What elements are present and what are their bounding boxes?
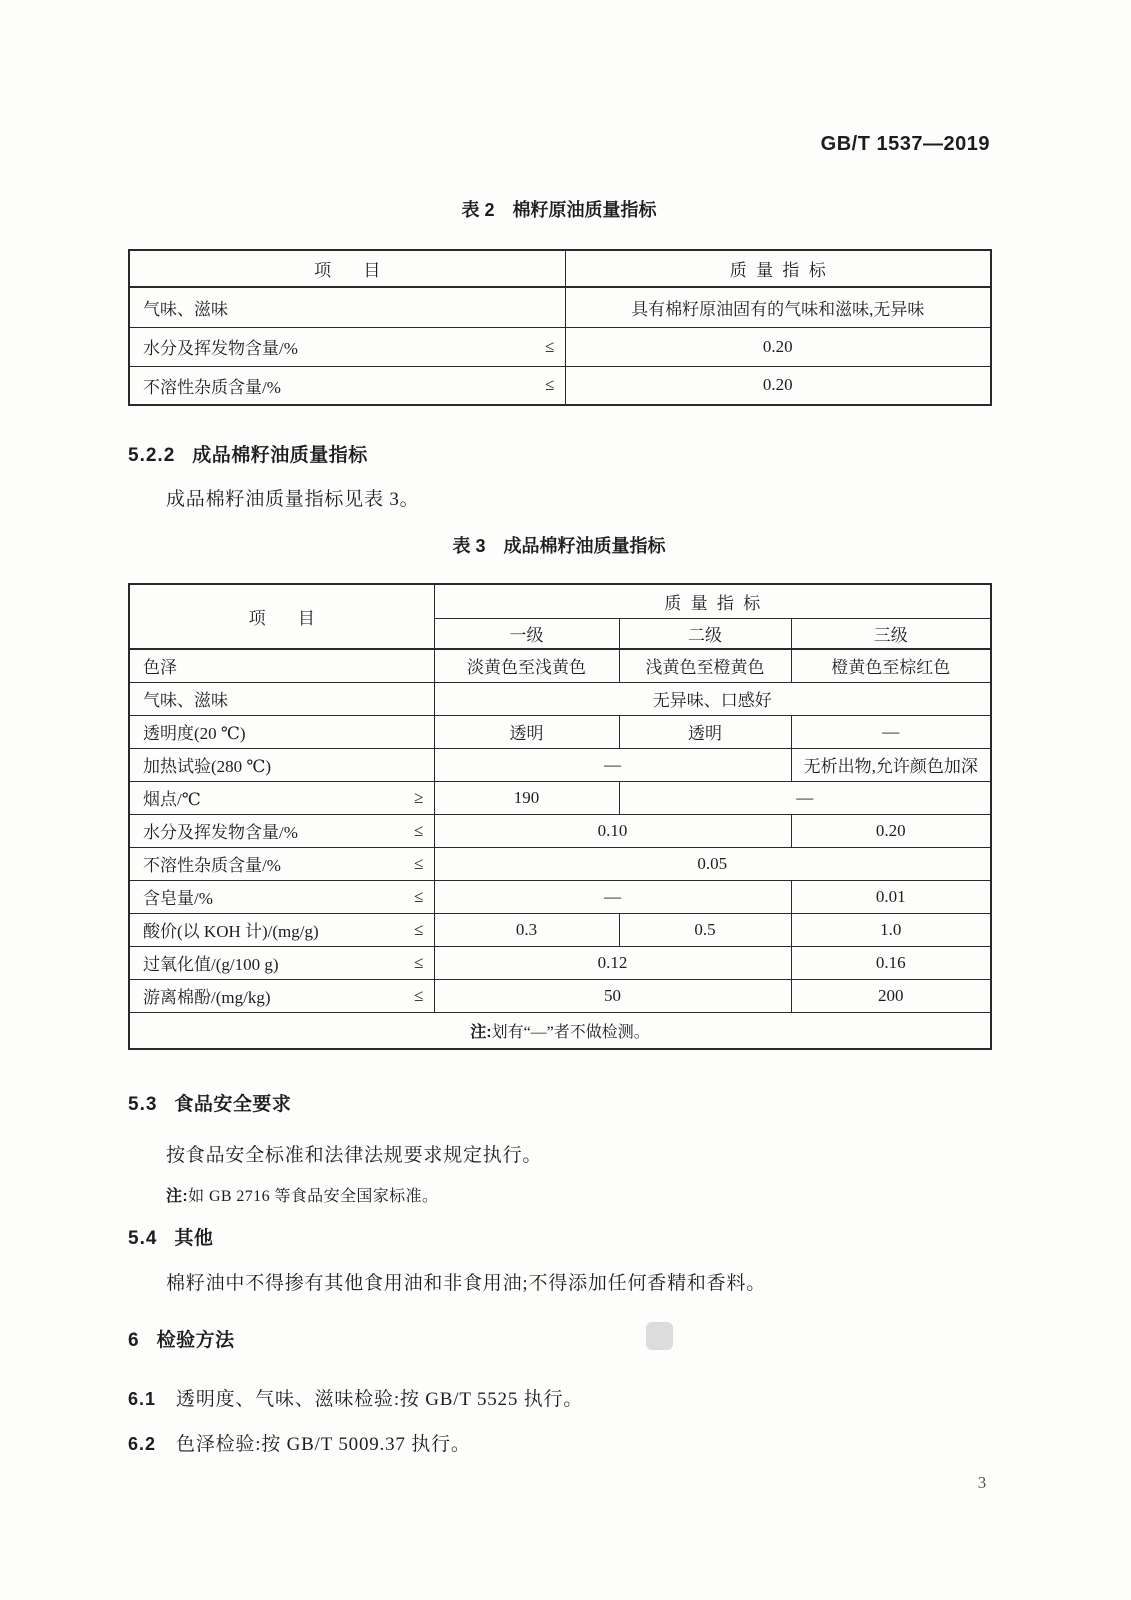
- row-value-cell: —: [434, 880, 791, 913]
- row-item-flex: [130, 752, 434, 777]
- operator-symbol: ≤: [414, 886, 424, 906]
- row-item-flex: [130, 851, 434, 876]
- section-number: 5.2.2: [128, 445, 176, 466]
- row-item-label: 色泽: [143, 658, 177, 678]
- row-value-cell: 190: [434, 781, 619, 814]
- header-cell-item: 项目: [129, 250, 565, 287]
- row-item-label: 游离棉酚/(mg/kg): [143, 988, 271, 1007]
- row-item-label: 不溶性杂质含量/%: [143, 856, 281, 875]
- row-value-cell: 具有棉籽原油固有的气味和滋味,无异味: [565, 287, 991, 327]
- table-row: [129, 847, 991, 880]
- header-cell-grade: 二级: [619, 618, 791, 649]
- page-number: 3: [977, 1473, 987, 1492]
- header-cell-quality: 质量指标: [565, 250, 991, 287]
- row-item-label: 含皂量/%: [143, 889, 213, 908]
- section-title: 食品安全要求: [174, 1094, 292, 1115]
- row-item-flex: [130, 373, 565, 398]
- table-row: [129, 781, 991, 814]
- clause-6-1: [128, 1384, 583, 1411]
- section-title: 其他: [174, 1228, 214, 1249]
- section-title: 检验方法: [156, 1330, 235, 1351]
- table3-note-row: [129, 1012, 991, 1049]
- header-cell-grade: 三级: [791, 618, 991, 649]
- section-5-4-paragraph: 棉籽油中不得掺有其他食用油和非食用油;不得添加任何香精和香料。: [166, 1273, 767, 1294]
- row-item-label: 烟点/℃: [143, 790, 201, 809]
- section-5-3-heading: [128, 1089, 291, 1116]
- section-5-2-2-heading: [128, 440, 368, 467]
- section-5-2-2-paragraph: 成品棉籽油质量指标见表 3。: [166, 489, 420, 510]
- row-item-cell: [129, 649, 434, 682]
- scan-artifact-gray-square: [646, 1322, 673, 1350]
- row-item-cell: [129, 913, 434, 946]
- row-value-cell: 橙黄色至棕红色: [791, 649, 991, 682]
- section-number: 6: [128, 1330, 140, 1351]
- section-5-3-note: [166, 1183, 438, 1206]
- row-item-cell: [129, 327, 565, 366]
- row-item-cell: [129, 781, 434, 814]
- row-value-cell: 淡黄色至浅黄色: [434, 649, 619, 682]
- section-5-4-heading: [128, 1223, 213, 1250]
- row-value-cell: 透明: [619, 715, 791, 748]
- row-item-label: 不溶性杂质含量/%: [143, 377, 281, 397]
- row-item-flex: [130, 295, 565, 320]
- row-item-flex: [130, 917, 434, 942]
- operator-symbol: ≤: [414, 820, 424, 840]
- table-row: [129, 946, 991, 979]
- row-item-cell: [129, 366, 565, 405]
- header-cell-quality: 质量指标: [434, 584, 991, 618]
- operator-symbol: ≤: [414, 853, 424, 873]
- note-text: 如 GB 2716 等食品安全国家标准。: [188, 1188, 439, 1205]
- row-item-flex: [130, 334, 565, 359]
- table-row: [129, 366, 991, 405]
- row-value-cell: 0.12: [434, 946, 791, 979]
- row-value-cell: 0.10: [434, 814, 791, 847]
- row-item-cell: [129, 979, 434, 1012]
- row-item-flex: [130, 983, 434, 1008]
- table3-caption-label: 表 3: [452, 536, 486, 556]
- row-item-label: 水分及挥发物含量/%: [143, 823, 298, 842]
- table-row: [129, 682, 991, 715]
- table2: [128, 249, 992, 406]
- operator-symbol: ≤: [545, 375, 555, 395]
- row-value-cell: 1.0: [791, 913, 991, 946]
- table3: [128, 583, 992, 1050]
- row-item-label: 加热试验(280 ℃): [143, 757, 272, 776]
- row-value-cell: —: [791, 715, 991, 748]
- table2-caption: [128, 196, 990, 222]
- row-value-cell: 0.01: [791, 880, 991, 913]
- clause-number: 6.1: [128, 1389, 157, 1409]
- row-item-cell: [129, 748, 434, 781]
- table3-caption-text: 成品棉籽油质量指标: [503, 536, 666, 556]
- row-value-cell: 0.20: [565, 366, 991, 405]
- row-value-cell: 0.16: [791, 946, 991, 979]
- row-item-label: 气味、滋味: [143, 299, 228, 319]
- row-item-cell: [129, 814, 434, 847]
- section-5-3-paragraph: 按食品安全标准和法律法规要求规定执行。: [166, 1145, 543, 1166]
- row-value-cell: 无异味、口感好: [434, 682, 991, 715]
- section-number: 5.3: [128, 1094, 158, 1115]
- clause-number: 6.2: [128, 1434, 157, 1454]
- row-item-cell: [129, 715, 434, 748]
- row-item-cell: [129, 946, 434, 979]
- table-row: [129, 287, 991, 327]
- row-value-cell: 无析出物,允许颜色加深: [791, 748, 991, 781]
- section-6-heading: [128, 1325, 235, 1352]
- row-value-cell: 透明: [434, 715, 619, 748]
- row-value-cell: 0.5: [619, 913, 791, 946]
- table3-body: [129, 584, 991, 1049]
- row-value-cell: 浅黄色至橙黄色: [619, 649, 791, 682]
- clause-6-2: [128, 1429, 471, 1456]
- row-value-cell: —: [434, 748, 791, 781]
- row-item-flex: [130, 884, 434, 909]
- clause-text: 透明度、气味、滋味检验:按 GB/T 5525 执行。: [176, 1389, 584, 1410]
- operator-symbol: ≤: [545, 336, 555, 356]
- note-text: 划有“—”者不做检测。: [491, 1023, 650, 1041]
- section-number: 5.4: [128, 1228, 158, 1249]
- row-item-cell: [129, 682, 434, 715]
- operator-symbol: ≥: [414, 787, 424, 807]
- row-item-flex: [130, 719, 434, 744]
- row-item-label: 酸价(以 KOH 计)/(mg/g): [143, 922, 319, 941]
- header-cell-grade: 一级: [434, 618, 619, 649]
- table-row: [129, 979, 991, 1012]
- table-row: [129, 327, 991, 366]
- section-title: 成品棉籽油质量指标: [192, 445, 368, 466]
- table-row: [129, 880, 991, 913]
- table2-header-row: [129, 250, 991, 287]
- row-value-cell: 0.20: [791, 814, 991, 847]
- row-item-flex: [130, 818, 434, 843]
- row-item-flex: [130, 686, 434, 711]
- table2-caption-label: 表 2: [461, 200, 495, 220]
- header-cell-item: 项目: [129, 584, 434, 649]
- table-row: [129, 814, 991, 847]
- note-label: 注:: [470, 1023, 492, 1041]
- row-item-label: 气味、滋味: [143, 691, 228, 710]
- row-item-flex: [130, 785, 434, 810]
- row-value-cell: 0.3: [434, 913, 619, 946]
- row-value-cell: 0.20: [565, 327, 991, 366]
- row-item-label: 过氧化值/(g/100 g): [143, 955, 279, 974]
- row-item-cell: [129, 880, 434, 913]
- row-item-label: 水分及挥发物含量/%: [143, 339, 298, 358]
- table-row: [129, 715, 991, 748]
- row-item-label: 透明度(20 ℃): [143, 724, 246, 743]
- table3-caption: [128, 532, 990, 558]
- operator-symbol: ≤: [414, 919, 424, 939]
- row-value-cell: 0.05: [434, 847, 991, 880]
- row-item-flex: [130, 653, 434, 678]
- table-row: [129, 748, 991, 781]
- row-item-cell: [129, 847, 434, 880]
- table3-header-row-1: [129, 584, 991, 618]
- operator-symbol: ≤: [414, 985, 424, 1005]
- row-value-cell: —: [619, 781, 991, 814]
- table2-body: [129, 250, 991, 405]
- doc-code: GB/T 1537—2019: [820, 133, 990, 155]
- row-item-cell: [129, 287, 565, 327]
- row-item-flex: [130, 950, 434, 975]
- table2-caption-text: 棉籽原油质量指标: [512, 200, 657, 220]
- table3-note-cell: [129, 1012, 991, 1049]
- clause-text: 色泽检验:按 GB/T 5009.37 执行。: [176, 1434, 471, 1455]
- note-label: 注:: [166, 1188, 189, 1205]
- table-row: [129, 649, 991, 682]
- table-row: [129, 913, 991, 946]
- row-value-cell: 50: [434, 979, 791, 1012]
- operator-symbol: ≤: [414, 952, 424, 972]
- row-value-cell: 200: [791, 979, 991, 1012]
